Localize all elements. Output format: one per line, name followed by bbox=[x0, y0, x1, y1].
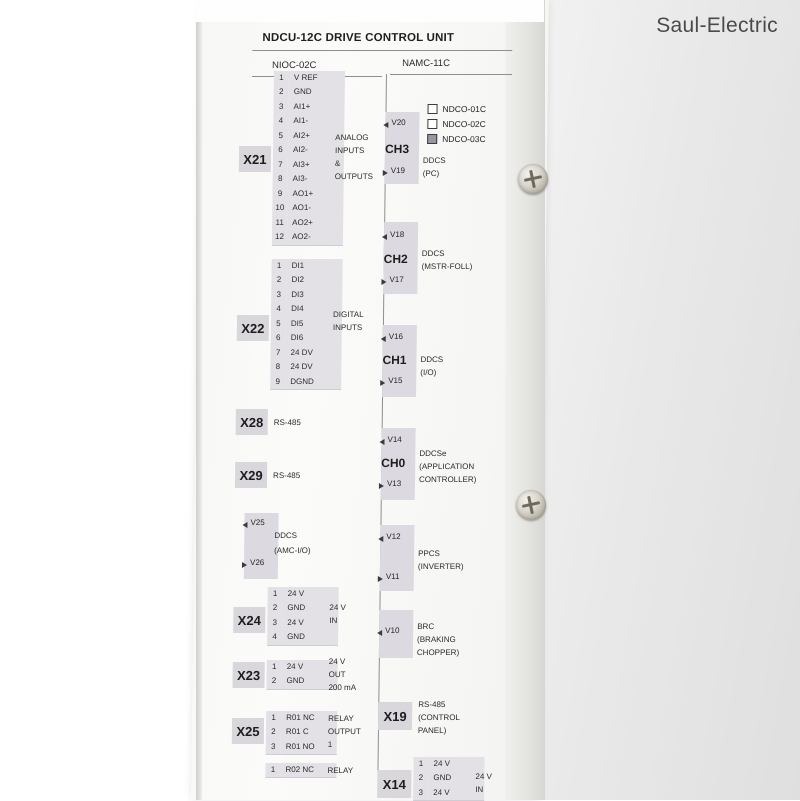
pin-number: 6 bbox=[271, 331, 286, 347]
terminal-row bbox=[266, 675, 337, 690]
terminal-row bbox=[272, 216, 343, 231]
terminal-row bbox=[272, 202, 343, 217]
terminal-row bbox=[272, 231, 343, 246]
label-v15: V15 bbox=[388, 376, 402, 385]
arrow-left-v14-icon bbox=[379, 439, 384, 445]
wiring-diagram bbox=[191, 0, 549, 800]
label-v11: V11 bbox=[386, 572, 400, 581]
note-x23-line2: OUT bbox=[329, 670, 346, 681]
pin-label: GND bbox=[282, 630, 338, 646]
note-x24-line1: 24 V bbox=[329, 603, 346, 614]
pin-number: 3 bbox=[413, 786, 428, 801]
pin-number: 12 bbox=[272, 230, 287, 246]
label-v12: V12 bbox=[386, 532, 400, 541]
pin-label: DI5 bbox=[286, 317, 342, 333]
label-v13: V13 bbox=[387, 479, 401, 488]
terminal-row bbox=[268, 587, 339, 602]
arrow-right-v11-icon bbox=[378, 576, 383, 582]
terminal-row bbox=[273, 158, 344, 173]
terminal-row bbox=[273, 173, 344, 188]
option-ndco-01c[interactable] bbox=[427, 104, 486, 114]
column-header-left: NIOC-02C bbox=[272, 60, 316, 71]
arrow-left-v12-icon bbox=[378, 536, 383, 542]
pin-number: 4 bbox=[271, 302, 286, 318]
pin-number: 8 bbox=[270, 360, 285, 376]
pin-number: 1 bbox=[413, 757, 428, 773]
terminal-block-x24 bbox=[267, 587, 339, 645]
pin-label: GND bbox=[428, 771, 484, 787]
pin-number: 7 bbox=[270, 346, 285, 362]
label-v14: V14 bbox=[387, 435, 401, 444]
label-v25: V25 bbox=[250, 518, 264, 527]
terminal-row bbox=[273, 100, 344, 115]
title-underline bbox=[252, 50, 512, 51]
pin-label: 24 DV bbox=[285, 346, 341, 362]
pin-number: 9 bbox=[270, 375, 285, 391]
terminal-block-x25 bbox=[266, 711, 338, 755]
pin-number: 1 bbox=[267, 660, 282, 676]
arrow-right-v17-icon bbox=[381, 279, 386, 285]
channel-desc-brc: BRC bbox=[417, 622, 434, 633]
pin-number: 3 bbox=[271, 288, 286, 304]
label-v16: V16 bbox=[389, 332, 403, 341]
pin-label: DI4 bbox=[286, 302, 342, 318]
note-x23-line1: 24 V bbox=[329, 657, 346, 668]
pin-number: 4 bbox=[267, 630, 282, 646]
pin-number: 3 bbox=[273, 100, 288, 116]
arrow-right-v15-icon bbox=[380, 380, 385, 386]
arrow-right-v26-icon bbox=[242, 562, 247, 568]
label-v18: V18 bbox=[390, 230, 404, 239]
pin-label: 24 V bbox=[428, 757, 484, 773]
pin-label: AI2+ bbox=[288, 129, 344, 145]
pin-number: 9 bbox=[272, 187, 287, 203]
channel-sub-ch2: (MSTR-FOLL) bbox=[422, 262, 473, 273]
terminal-row bbox=[271, 288, 342, 303]
pin-label: 24 V bbox=[283, 587, 339, 603]
terminal-tag-x28: X28 bbox=[236, 409, 268, 435]
label-v17: V17 bbox=[389, 275, 403, 284]
checkbox-ndco-01c-icon[interactable] bbox=[427, 104, 437, 114]
pin-number: 11 bbox=[272, 216, 287, 232]
channel-sub-ppcs: (INVERTER) bbox=[418, 562, 464, 573]
terminal-row bbox=[271, 332, 342, 347]
terminal-block-x14 bbox=[413, 757, 485, 801]
channel-desc-ppcs: PPCS bbox=[418, 549, 440, 560]
label-v10: V10 bbox=[385, 626, 399, 635]
channel-desc-ch3: DDCS bbox=[423, 156, 446, 167]
terminal-row bbox=[273, 144, 344, 159]
pin-label: AI3- bbox=[288, 172, 344, 188]
pin-number: 6 bbox=[273, 143, 288, 159]
pin-number: 1 bbox=[274, 71, 289, 87]
channel-desc-ch0: DDCSe bbox=[419, 449, 446, 460]
note-x21-line3: & bbox=[335, 159, 340, 170]
arrow-left-v25-icon bbox=[242, 522, 247, 528]
terminal-row bbox=[270, 361, 341, 376]
pin-label: AO2- bbox=[287, 230, 343, 246]
channel-name-ch0: CH0 bbox=[381, 456, 405, 470]
pin-number: 7 bbox=[273, 158, 288, 174]
pin-number: 1 bbox=[268, 587, 283, 603]
label-x19-line2: (CONTROL bbox=[418, 713, 460, 724]
pin-number: 4 bbox=[273, 114, 288, 130]
terminal-row bbox=[274, 71, 345, 86]
note-x22-line2: INPUTS bbox=[333, 323, 362, 334]
watermark-text: Saul-Electric bbox=[656, 14, 778, 38]
pin-number: 1 bbox=[272, 259, 287, 275]
terminal-tag-x29: X29 bbox=[235, 462, 267, 488]
label-v19: V19 bbox=[391, 166, 405, 175]
pin-label: AO2+ bbox=[287, 216, 343, 232]
terminal-tag-x21: X21 bbox=[239, 146, 271, 172]
label-ddcs-amcio: DDCS bbox=[274, 531, 297, 542]
arrow-left-v10-icon bbox=[377, 630, 382, 636]
terminal-row bbox=[266, 726, 337, 741]
pin-label: AI1+ bbox=[288, 100, 344, 116]
channel-desc-ch1: DDCS bbox=[420, 355, 443, 366]
terminal-tag-x14: X14 bbox=[377, 770, 411, 798]
pin-label: AI3+ bbox=[288, 158, 344, 174]
terminal-row bbox=[266, 711, 337, 726]
column-header-right: NAMC-11C bbox=[402, 58, 450, 69]
option-label: NDCO-01C bbox=[442, 104, 486, 114]
terminal-tag-x24: X24 bbox=[233, 607, 265, 633]
terminal-row bbox=[271, 317, 342, 332]
terminal-row bbox=[271, 303, 342, 318]
channel-sub-ch3: (PC) bbox=[423, 169, 440, 180]
pin-label: DGND bbox=[285, 375, 341, 391]
channel-sub-ch0-line2: CONTROLLER) bbox=[419, 475, 476, 486]
terminal-tag-x19: X19 bbox=[378, 702, 412, 730]
arrow-left-v18-icon bbox=[382, 234, 387, 240]
terminal-row bbox=[270, 375, 341, 390]
pin-number: 2 bbox=[267, 601, 282, 617]
terminal-row bbox=[267, 616, 338, 631]
note-x25-line2: OUTPUT bbox=[328, 727, 361, 738]
terminal-block-x23 bbox=[266, 660, 337, 689]
terminal-row bbox=[270, 346, 341, 361]
note-x14-line1: 24 V bbox=[475, 772, 492, 783]
label-x28: RS-485 bbox=[274, 418, 301, 429]
label-ddcs-amcio-sub: (AMC-I/O) bbox=[274, 546, 311, 557]
photo-background-left bbox=[0, 0, 196, 800]
option-label: NDCO-03C bbox=[442, 134, 486, 144]
terminal-row bbox=[273, 129, 344, 144]
arrow-right-v13-icon bbox=[379, 483, 384, 489]
pin-label: GND bbox=[281, 674, 337, 690]
terminal-row bbox=[413, 772, 484, 787]
pin-label: R01 NO bbox=[281, 740, 337, 756]
pin-label: DI2 bbox=[286, 273, 342, 289]
right-column-rule bbox=[390, 74, 512, 75]
label-x19-line3: PANEL) bbox=[418, 726, 446, 737]
pin-number: 2 bbox=[271, 273, 286, 289]
note-x22-line1: DIGITAL bbox=[333, 310, 364, 321]
pin-number: 3 bbox=[267, 616, 282, 632]
pin-number: 1 bbox=[265, 763, 280, 779]
terminal-tag-x25: X25 bbox=[232, 718, 264, 744]
terminal-row bbox=[267, 602, 338, 617]
note-x21-line1: ANALOG bbox=[335, 133, 368, 144]
pin-number: 2 bbox=[266, 725, 281, 741]
pin-label: DI3 bbox=[286, 288, 342, 304]
checkbox-ndco-03c-icon[interactable] bbox=[427, 134, 437, 144]
pin-label: 24 V bbox=[428, 786, 484, 801]
pin-label: DI1 bbox=[287, 259, 343, 275]
channel-name-ch2: CH2 bbox=[384, 252, 408, 266]
pin-label: AI1- bbox=[288, 114, 344, 130]
pin-number: 5 bbox=[271, 317, 286, 333]
pin-label: GND bbox=[282, 601, 338, 617]
pin-number: 2 bbox=[274, 85, 289, 101]
note-x23-line3: 200 mA bbox=[328, 683, 356, 694]
arrow-left-v20-icon bbox=[383, 122, 388, 128]
note-x24-line2: IN bbox=[329, 616, 337, 627]
terminal-row bbox=[267, 660, 338, 675]
note-x25-line3: 1 bbox=[328, 740, 333, 751]
note-x21-line4: OUTPUTS bbox=[335, 172, 373, 183]
diagram-title: NDCU-12C DRIVE CONTROL UNIT bbox=[262, 32, 454, 44]
pin-number: 2 bbox=[266, 674, 281, 690]
pin-label: V REF bbox=[289, 71, 345, 87]
pin-number: 8 bbox=[273, 172, 288, 188]
terminal-row bbox=[272, 187, 343, 202]
label-x29: RS-485 bbox=[273, 471, 300, 482]
pin-label: R01 NC bbox=[281, 711, 337, 727]
note-x14-line2: IN bbox=[475, 785, 483, 796]
channel-sub-ch1: (I/O) bbox=[420, 368, 436, 379]
pin-label: 24 V bbox=[282, 660, 338, 676]
photo-background-right bbox=[540, 0, 800, 800]
pin-number: 10 bbox=[272, 201, 287, 217]
channel-name-ch1: CH1 bbox=[382, 353, 406, 367]
arrow-right-v19-icon bbox=[383, 170, 388, 176]
option-ndco-03c[interactable] bbox=[427, 134, 486, 144]
terminal-tag-x23: X23 bbox=[232, 662, 264, 688]
channel-desc-ch2: DDCS bbox=[422, 249, 445, 260]
pin-label: AO1- bbox=[287, 201, 343, 217]
channel-name-ch3: CH3 bbox=[385, 142, 409, 156]
pin-number: 3 bbox=[266, 740, 281, 756]
note-x26-line1: RELAY bbox=[327, 766, 353, 777]
pin-label: DI6 bbox=[286, 331, 342, 347]
terminal-row bbox=[266, 740, 337, 755]
terminal-tag-x22: X22 bbox=[237, 315, 269, 341]
arrow-left-v16-icon bbox=[381, 336, 386, 342]
option-label: NDCO-02C bbox=[442, 119, 486, 129]
terminal-row bbox=[273, 115, 344, 130]
terminal-block-x21 bbox=[272, 71, 345, 245]
channel-sub-brc-line2: CHOPPER) bbox=[417, 648, 459, 659]
note-x21-line2: INPUTS bbox=[335, 146, 364, 157]
pin-label: 24 DV bbox=[285, 360, 341, 376]
terminal-block-x26 bbox=[265, 763, 336, 778]
pin-label: R02 NC bbox=[280, 763, 336, 779]
option-ndco-02c[interactable] bbox=[427, 119, 486, 129]
terminal-row bbox=[413, 757, 484, 772]
label-x19-line1: RS-485 bbox=[418, 700, 445, 711]
label-v20: V20 bbox=[391, 118, 405, 127]
terminal-row bbox=[274, 86, 345, 101]
terminal-row bbox=[265, 763, 336, 778]
pin-label: AI2- bbox=[288, 143, 344, 159]
label-v26: V26 bbox=[250, 558, 264, 567]
channel-sub-brc-line1: (BRAKING bbox=[417, 635, 456, 646]
pin-number: 1 bbox=[266, 711, 281, 727]
note-x25-line1: RELAY bbox=[328, 714, 354, 725]
terminal-row bbox=[272, 259, 343, 274]
terminal-row bbox=[413, 786, 484, 801]
checkbox-ndco-02c-icon[interactable] bbox=[427, 119, 437, 129]
terminal-block-x22 bbox=[270, 259, 343, 390]
pin-label: R01 C bbox=[281, 725, 337, 741]
pin-number: 5 bbox=[273, 129, 288, 145]
pin-label: AO1+ bbox=[287, 187, 343, 203]
terminal-row bbox=[271, 274, 342, 289]
pin-label: GND bbox=[289, 85, 345, 101]
channel-sub-ch0-line1: (APPLICATION bbox=[419, 462, 474, 473]
pin-label: 24 V bbox=[282, 616, 338, 632]
terminal-row bbox=[267, 631, 338, 646]
pin-number: 2 bbox=[413, 771, 428, 787]
